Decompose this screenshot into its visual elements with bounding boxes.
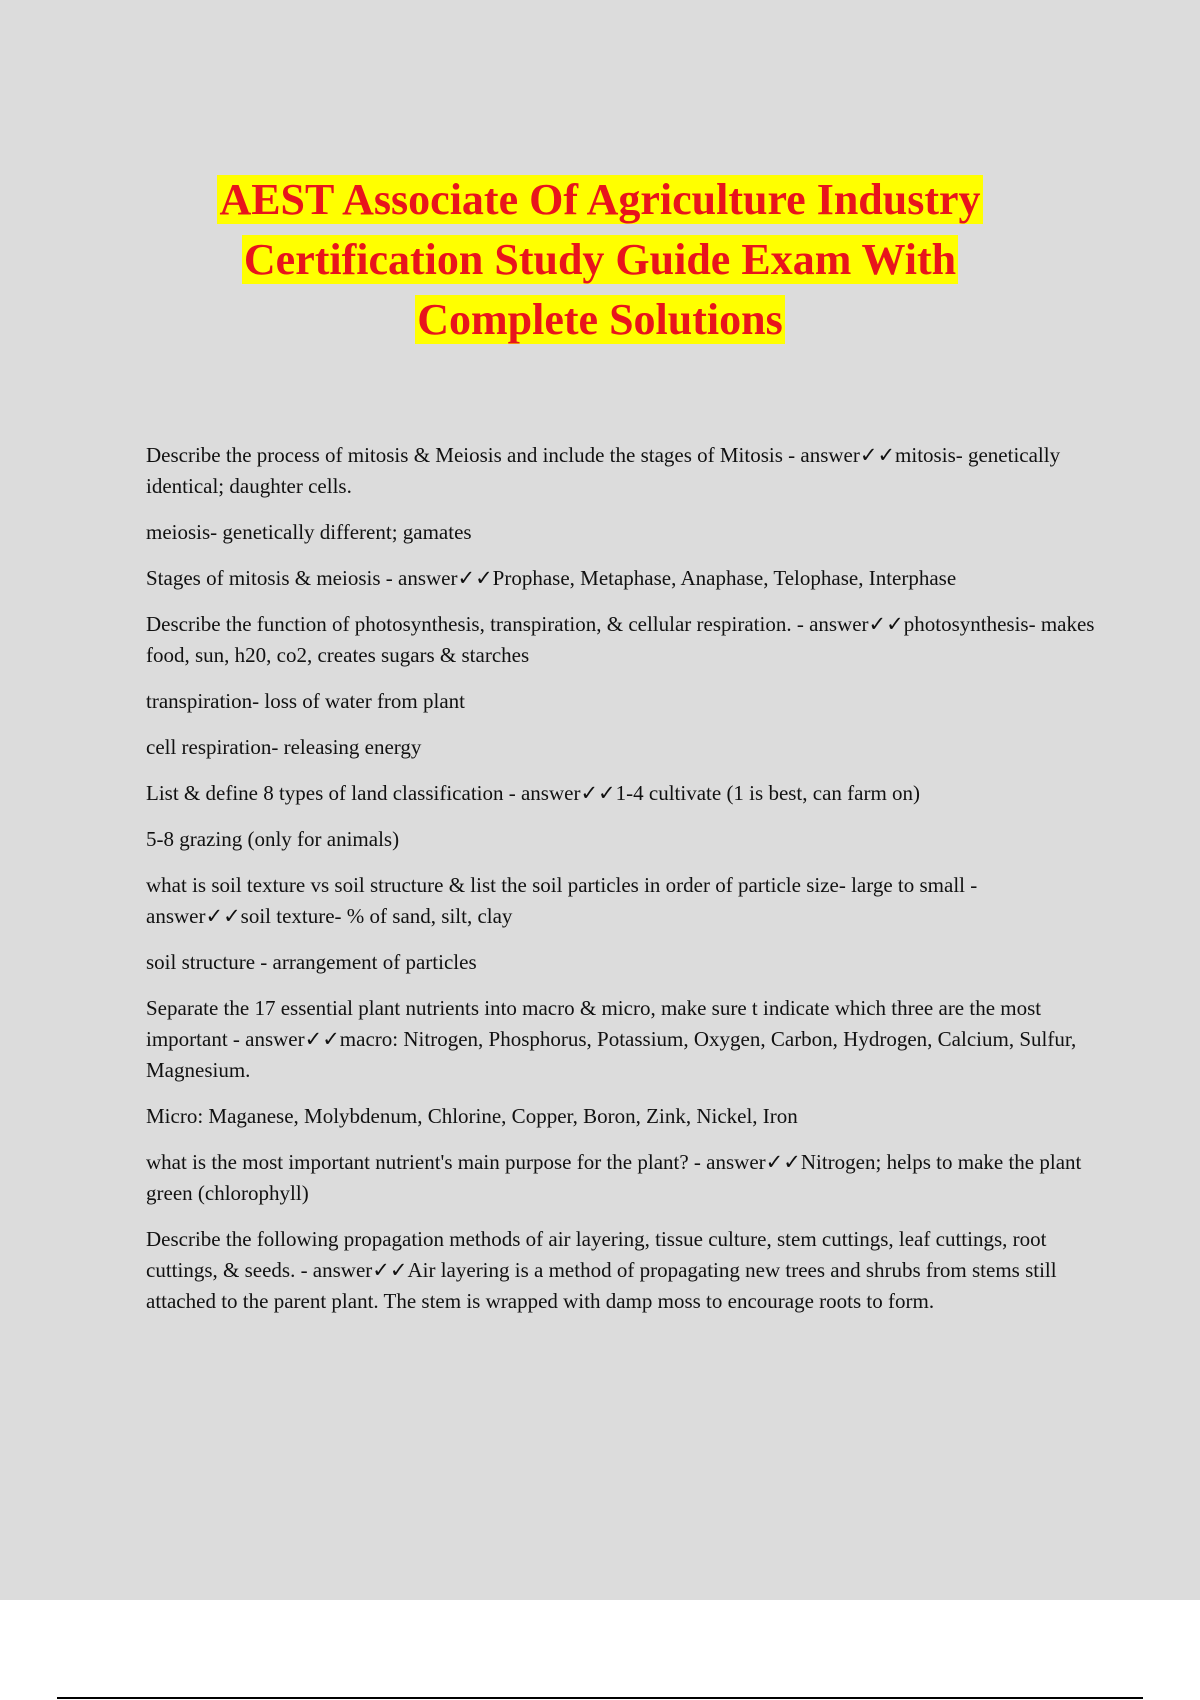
paragraph-plant-nutrients: Separate the 17 essential plant nutrients into macro & micro, make sure t indicate which three are the most important - answer✓✓macro: Nitrogen, Phosphorus, Potassium, Oxygen, Carbon, Hydrogen, Calcium, Sulfur, Magnesium. [146, 996, 1077, 1082]
paragraph-grazing: 5-8 grazing (only for animals) [146, 827, 400, 851]
footer-divider [57, 1697, 1143, 1699]
paragraph-micro-nutrients: Micro: Maganese, Molybdenum, Chlorine, Copper, Boron, Zink, Nickel, Iron [146, 1104, 798, 1128]
paragraph-cell-respiration: cell respiration- releasing energy [146, 735, 422, 759]
paragraph-stages-of-mitosis: Stages of mitosis & meiosis - answer✓✓Prophase, Metaphase, Anaphase, Telophase, Interphase [146, 566, 957, 590]
title-line-1: AEST Associate Of Agriculture Industry [219, 175, 981, 224]
title-line-2: Certification Study Guide Exam With [243, 235, 957, 284]
paragraph-soil-structure: soil structure - arrangement of particles [146, 950, 477, 974]
document-title [100, 170, 1100, 350]
title-line-3: Complete Solutions [417, 295, 783, 344]
paragraph-photosynthesis: Describe the function of photosynthesis, transpiration, & cellular respiration. - answer✓✓photosynthesis- makes food, sun, h20, co2, creates sugars & starches [146, 612, 1095, 667]
paragraph-most-important-nutrient: what is the most important nutrient's main purpose for the plant? - answer✓✓Nitrogen; helps to make the plant green (chlorophyll) [146, 1150, 1082, 1205]
paragraph-land-classification: List & define 8 types of land classification - answer✓✓1-4 cultivate (1 is best, can farm on) [146, 781, 921, 805]
paragraph-propagation-methods: Describe the following propagation methods of air layering, tissue culture, stem cuttings, leaf cuttings, root cuttings, & seeds. - answer✓✓Air layering is a method of propagating new trees and shrubs from stems still attached to the parent plant. The stem is wrapped with damp moss to encourage roots to form. [146, 1227, 1057, 1313]
paragraph-soil-texture: what is soil texture vs soil structure & list the soil particles in order of particle size- large to small - answer✓✓soil texture- % of sand, silt, clay [146, 873, 978, 928]
paragraph-mitosis-meiosis-question: Describe the process of mitosis & Meiosis and include the stages of Mitosis - answer✓✓mitosis- genetically identical; daughter cells. [146, 443, 1061, 498]
document-body [146, 440, 1096, 1332]
paragraph-meiosis: meiosis- genetically different; gamates [146, 520, 472, 544]
paragraph-transpiration: transpiration- loss of water from plant [146, 689, 465, 713]
